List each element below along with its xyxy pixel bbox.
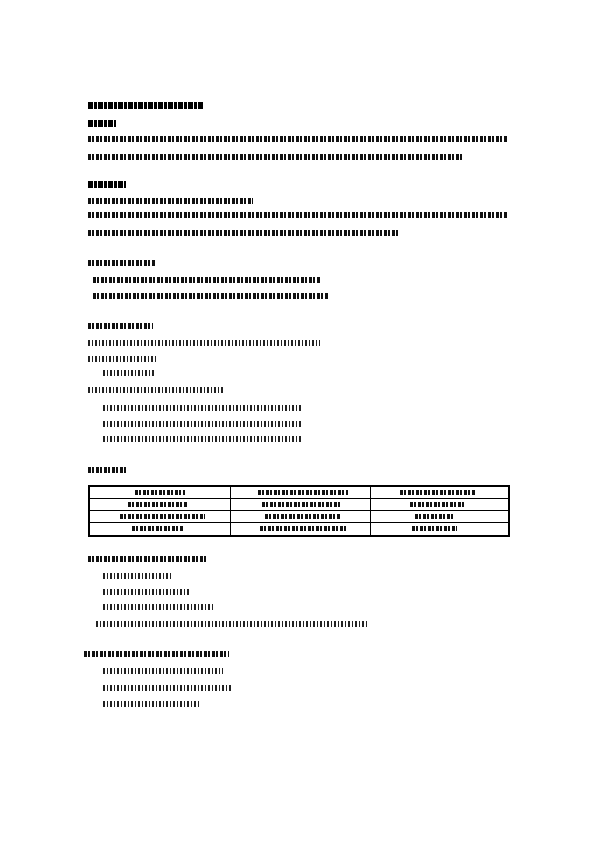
- table-cell: [128, 502, 188, 507]
- table-heading: [88, 467, 128, 473]
- bullet-heading: [88, 556, 208, 562]
- table-row: [90, 499, 508, 511]
- indented-line: [103, 436, 303, 442]
- final-heading: [84, 651, 229, 657]
- list-item: [93, 293, 329, 299]
- document-subtitle: [88, 120, 116, 127]
- table-row: [90, 487, 508, 499]
- section-line-1: [88, 212, 508, 218]
- table-cell: [135, 490, 185, 495]
- table-cell: [262, 502, 342, 507]
- indented-line: [103, 405, 303, 411]
- document-title: [88, 102, 203, 109]
- sub-heading: [88, 323, 153, 329]
- list-item: [93, 277, 321, 283]
- sub-line-1: [88, 340, 320, 346]
- sub-line-2: [88, 356, 158, 362]
- table-row: [90, 523, 508, 535]
- table-cell: [260, 526, 348, 531]
- bullet-item: [103, 573, 171, 579]
- table-cell: [120, 514, 205, 519]
- table-row: [90, 511, 508, 523]
- sub-line-3: [103, 370, 155, 376]
- bullet-item: [103, 589, 191, 595]
- table-cell: [410, 502, 465, 507]
- data-table: [88, 485, 510, 537]
- indented-line: [103, 421, 303, 427]
- table-cell: [415, 514, 455, 519]
- table-cell: [400, 490, 475, 495]
- bullet-item: [103, 604, 213, 610]
- section-line-2: [88, 230, 398, 236]
- intro-line-2: [88, 154, 463, 160]
- intro-line-1: [88, 136, 508, 142]
- table-cell: [265, 514, 340, 519]
- list-heading: [88, 260, 156, 266]
- table-cell: [132, 526, 184, 531]
- final-line: [103, 685, 233, 691]
- final-line: [103, 668, 223, 674]
- section-subheading: [88, 198, 253, 204]
- table-cell: [412, 526, 457, 531]
- final-line: [103, 701, 201, 707]
- bullet-item: [96, 621, 368, 627]
- section-heading: [88, 181, 126, 188]
- table-cell: [258, 490, 348, 495]
- sub-line-4: [88, 387, 223, 393]
